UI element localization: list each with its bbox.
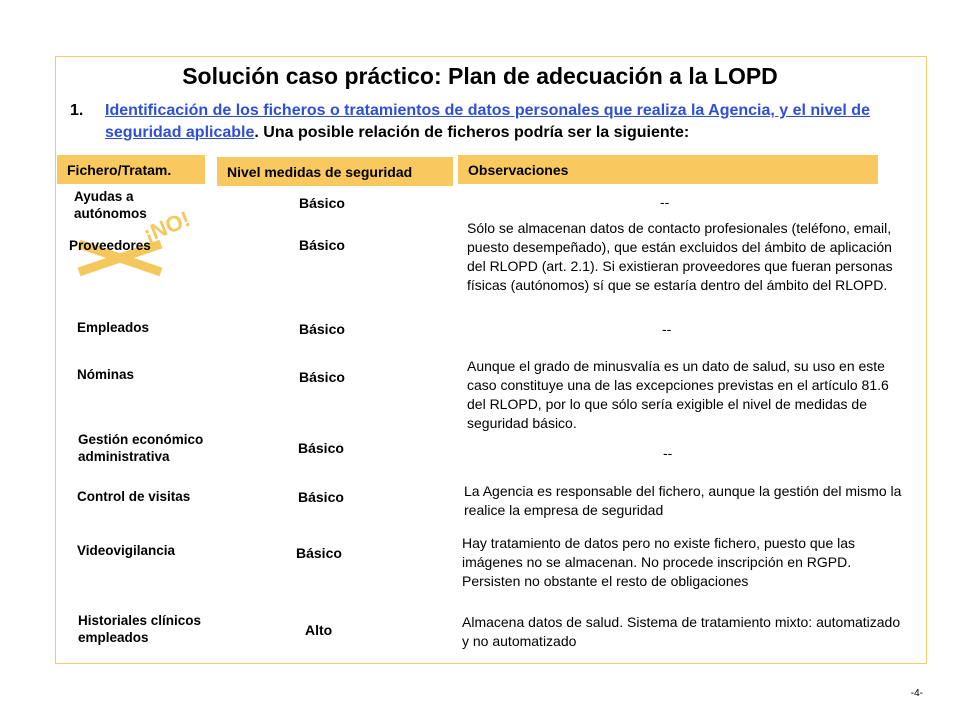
row-observacion: Almacena datos de salud. Sistema de tratamiento mixto: automatizado y no automatizado bbox=[462, 614, 901, 649]
row-nivel: Básico bbox=[299, 321, 345, 337]
row-nivel: Básico bbox=[298, 489, 344, 505]
row-fichero: Videovigilancia bbox=[77, 543, 176, 558]
row-fichero: Nóminas bbox=[77, 367, 135, 382]
row-nivel: Básico bbox=[299, 195, 345, 211]
subtitle-link[interactable]: Identificación de los ficheros o tratamientos de datos personales que realiza la Agencia, y el nivel de seguridad aplicable bbox=[105, 102, 870, 141]
page-number: -4- bbox=[910, 688, 923, 699]
no-annotation: ¡NO! bbox=[140, 206, 194, 248]
row-fichero: Empleados bbox=[77, 320, 150, 335]
row-observacion: Sólo se almacenan datos de contacto profesionales (teléfono, email, puesto desempeñado), que están excluidos del ámbito de aplicación del RLOPD (art. 2.1). Si existieran proveedores que fueran personas físicas (autónomos) sí que se estaría dentro del ámbito del RLOPD. bbox=[467, 220, 893, 293]
subtitle-rest: . Una posible relación de ficheros podría ser la siguiente: bbox=[254, 124, 690, 141]
row-observacion: La Agencia es responsable del fichero, aunque la gestión del mismo la realice la empresa de seguridad bbox=[464, 483, 902, 518]
row-nivel: Básico bbox=[298, 440, 344, 456]
row-fichero: Historiales clínicos empleados bbox=[78, 613, 202, 645]
header-fichero bbox=[57, 155, 205, 184]
slide-title: Solución caso práctico: Plan de adecuación a la LOPD bbox=[182, 63, 778, 89]
header-nivel-label: Nivel medidas de seguridad bbox=[227, 164, 413, 180]
row-nivel: Básico bbox=[296, 545, 342, 561]
row-observacion: -- bbox=[662, 321, 672, 337]
row-fichero: Ayudas a autónomos bbox=[74, 189, 147, 221]
list-number: 1. bbox=[70, 102, 84, 119]
row-fichero: Gestión económico administrativa bbox=[78, 432, 204, 464]
row-fichero: Proveedores bbox=[69, 238, 151, 253]
row-nivel: Básico bbox=[299, 237, 345, 253]
header-nivel bbox=[217, 157, 453, 186]
row-nivel: Alto bbox=[305, 622, 333, 638]
subtitle-body bbox=[105, 100, 925, 144]
row-observacion: -- bbox=[660, 194, 670, 210]
header-observaciones-label: Observaciones bbox=[468, 162, 569, 178]
row-observacion: Aunque el grado de minusvalía es un dato de salud, su uso en este caso constituye una de las excepciones previstas en el artículo 81.6 del RLOPD, por lo que sólo sería exigible el nivel de medidas de seguridad básico. bbox=[467, 358, 889, 431]
row-observacion: Hay tratamiento de datos pero no existe fichero, puesto que las imágenes no se almacenan. No procede inscripción en RGPD. Persisten no obstante el resto de obligaciones bbox=[462, 535, 856, 589]
header-fichero-label: Fichero/Tratam. bbox=[67, 162, 172, 178]
row-nivel: Básico bbox=[299, 369, 345, 385]
row-fichero: Control de visitas bbox=[77, 489, 191, 504]
row-observacion: -- bbox=[663, 445, 673, 461]
header-observaciones bbox=[458, 155, 878, 184]
